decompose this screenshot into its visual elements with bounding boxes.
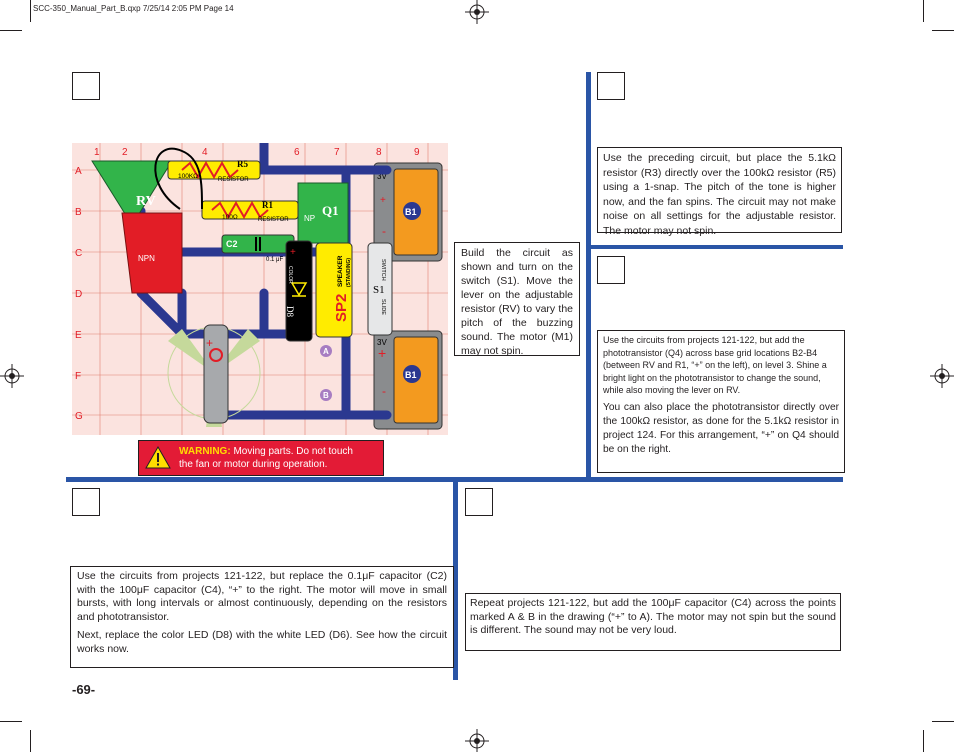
svg-text:A: A: [323, 347, 329, 356]
svg-text:NP: NP: [304, 214, 316, 223]
svg-text:G: G: [75, 411, 83, 422]
svg-text:S1: S1: [373, 284, 385, 296]
svg-text:B1: B1: [405, 207, 417, 217]
svg-text:3V: 3V: [377, 338, 387, 347]
svg-text:C: C: [75, 248, 83, 259]
registration-mark-icon: [465, 729, 489, 752]
svg-text:8: 8: [376, 147, 382, 158]
page-number: -69-: [72, 682, 96, 697]
svg-text:B1: B1: [405, 370, 417, 380]
svg-text:SP2: SP2: [333, 293, 350, 322]
bottom-left-paragraph-1: Use the circuits from projects 121-122, but replace the 0.1μF capacitor (C2) with the 100μF capacitor (C4), “+” to the right. The motor will move in small bursts, with long intervals or almost continuously, depending on the resistors and phototransistor.: [77, 570, 447, 623]
warning-banner: [138, 440, 384, 476]
svg-text:SLIDE: SLIDE: [380, 299, 386, 315]
warning-label: WARNING:: [179, 446, 231, 457]
svg-text:D: D: [75, 289, 83, 300]
svg-text:B: B: [75, 207, 82, 218]
svg-text:RESISTOR: RESISTOR: [258, 217, 289, 223]
project-number-box: [597, 72, 625, 100]
svg-text:D8: D8: [285, 306, 295, 317]
svg-text:RV: RV: [136, 194, 156, 209]
svg-text:(STANDING): (STANDING): [346, 257, 352, 287]
svg-text:F: F: [75, 371, 82, 382]
top-right-instructions: Use the preceding circuit, but place the 5.1kΩ resistor (R3) directly over the 100kΩ resistor (R5) using a 1-snap. The pitch of the tone is higher now, and the fan spins. The circuit may not make noise on all settings for the adjustable resistor. The motor may not spin.: [597, 147, 842, 233]
svg-text:2: 2: [122, 147, 128, 158]
resistor-r5: [168, 159, 260, 183]
svg-text:-: -: [382, 384, 386, 398]
project-number-box: [465, 488, 493, 516]
project-number-box: [72, 488, 100, 516]
bottom-left-paragraph-2: Next, replace the color LED (D8) with the white LED (D6). See how the circuit works now.: [77, 629, 447, 655]
svg-text:RESISTOR: RESISTOR: [218, 177, 249, 183]
svg-text:9: 9: [414, 147, 420, 158]
crop-mark: [30, 0, 31, 22]
svg-text:Q1: Q1: [322, 203, 339, 218]
registration-mark-icon: [930, 364, 954, 388]
svg-text:A: A: [75, 166, 82, 177]
svg-text:1: 1: [94, 147, 100, 158]
svg-text:4: 4: [202, 147, 208, 158]
divider-horizontal: [591, 245, 843, 249]
crop-mark: [932, 721, 954, 722]
svg-text:7: 7: [334, 147, 340, 158]
svg-text:6: 6: [294, 147, 300, 158]
crop-mark: [923, 0, 924, 22]
mid-right-paragraph-2: You can also place the phototransistor directly over the 100kΩ resistor, as done for the 5.1kΩ resistor in project 124. For this arrangement, “+” on Q4 should be on the right.: [603, 401, 839, 455]
svg-text:SWITCH: SWITCH: [380, 259, 386, 281]
transistor-npn: [122, 213, 182, 293]
svg-text:+: +: [380, 195, 386, 206]
svg-text:+: +: [378, 345, 387, 361]
svg-text:+: +: [206, 336, 214, 350]
svg-text:SPEAKER: SPEAKER: [337, 255, 344, 287]
circuit-diagram: [72, 143, 448, 435]
svg-text:NPN: NPN: [138, 254, 155, 263]
registration-mark-icon: [465, 0, 489, 24]
crop-mark: [0, 721, 22, 722]
crop-mark: [932, 30, 954, 31]
led-d8: [285, 241, 312, 341]
svg-text:E: E: [75, 330, 82, 341]
crop-mark: [30, 730, 31, 752]
bottom-right-instructions: Repeat projects 121-122, but add the 100μF capacitor (C4) across the points marked A & B in the drawing (“+” to A). The motor may not spin but the sound is different. The sound may not be very loud.: [465, 593, 841, 651]
svg-text:+: +: [290, 247, 296, 258]
svg-text:3V: 3V: [377, 172, 387, 181]
svg-text:100KΩ: 100KΩ: [178, 173, 199, 180]
warning-text: Moving parts. Do not touch: [233, 446, 353, 457]
project-number-box: [597, 256, 625, 284]
bottom-left-instructions: [70, 566, 454, 668]
warning-line-2: the fan or motor during operation.: [179, 459, 328, 470]
print-slug: SCC-350_Manual_Part_B.qxp 7/25/14 2:05 PM Page 14: [33, 4, 234, 13]
crop-mark: [0, 30, 22, 31]
svg-text:COLOR: COLOR: [287, 266, 293, 284]
speaker-sp2: [316, 243, 352, 337]
svg-text:R1: R1: [262, 200, 273, 210]
main-instructions: Build the circuit as shown and turn on the switch (S1). Move the lever on the adjustable resistor (RV) to vary the pitch of the buzzing sound. The motor (M1) may not spin.: [454, 242, 580, 356]
project-number-box: [72, 72, 100, 100]
registration-mark-icon: [0, 364, 24, 388]
mid-right-paragraph-1: Use the circuits from projects 121-122, but add the phototransistor (Q4) across base grid locations B2-B4 (between RV and R1, “+” on the left), on level 3. Shine a bright light on the phototransistor to change the sound, while also moving the lever on RV.: [603, 335, 827, 396]
crop-mark: [923, 730, 924, 752]
svg-text:B: B: [323, 391, 329, 400]
mid-right-instructions: [597, 330, 845, 473]
divider-vertical: [586, 72, 591, 477]
svg-text:C2: C2: [226, 239, 238, 249]
svg-text:R5: R5: [237, 159, 248, 169]
warning-icon: [145, 446, 171, 469]
svg-text:-: -: [382, 224, 386, 238]
switch-s1: [368, 243, 392, 335]
warning-line-1: [179, 445, 353, 458]
svg-text:0.1 μF: 0.1 μF: [266, 257, 284, 263]
svg-text:100Ω: 100Ω: [222, 214, 238, 221]
